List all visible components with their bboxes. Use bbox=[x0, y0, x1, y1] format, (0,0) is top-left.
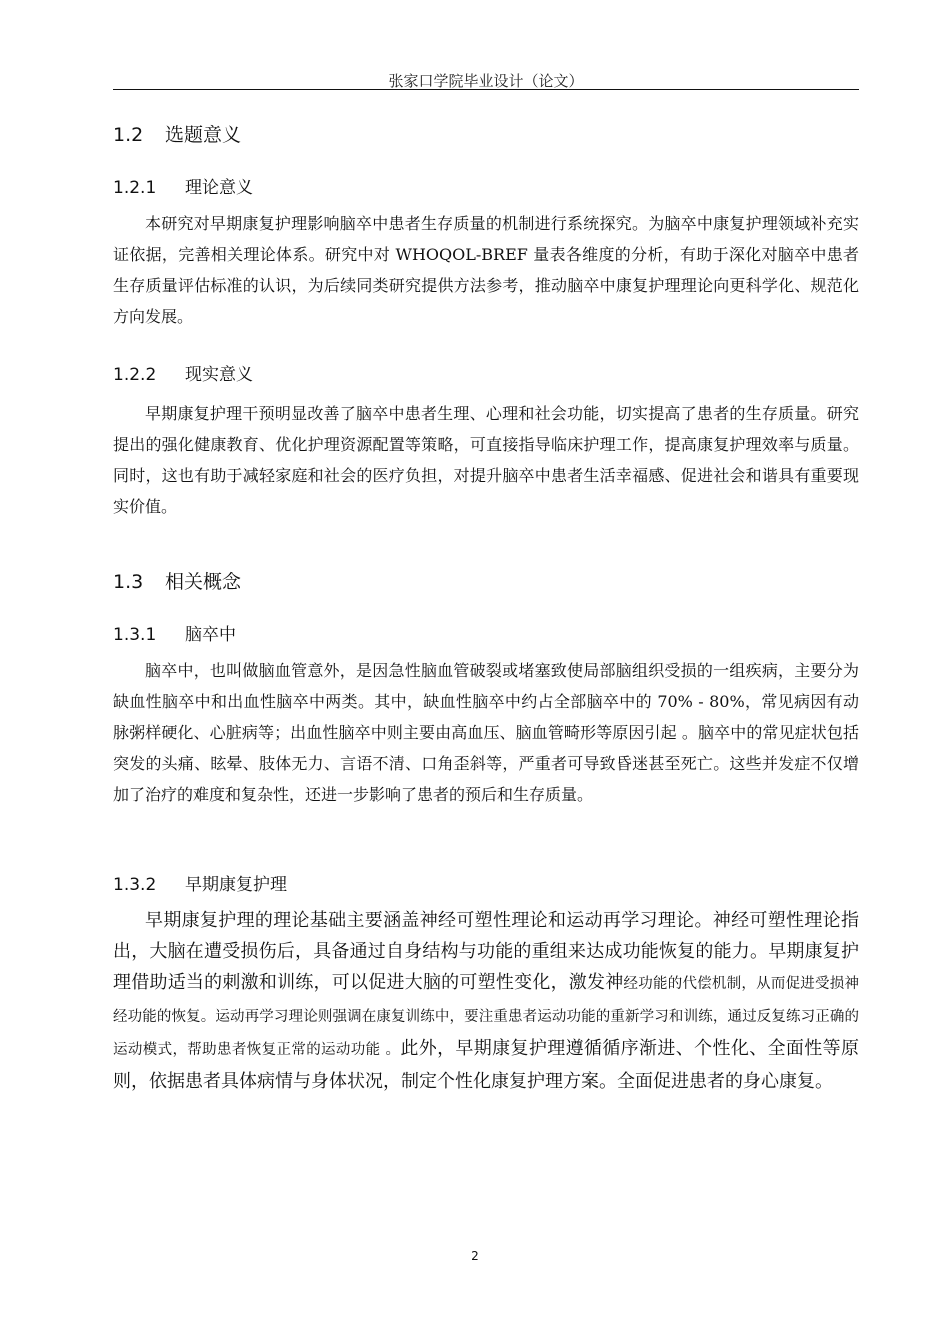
page-number: 2 bbox=[471, 1249, 479, 1263]
paragraph-segment: 早期康复护理的理论基础主要涵盖神经可塑性理论和运动再学习理论。神经可塑性理论指出，大脑在遭受损伤后，具备通过自身结构与功能的重组来达成功能恢复的能力。早期康复护理借助适当的刺激和训练，可以促进大脑的可塑性变化，激发神 bbox=[113, 910, 859, 993]
heading-number: 1.3.1 bbox=[113, 625, 157, 645]
heading-1-2-2 bbox=[113, 360, 253, 385]
heading-1-3-2 bbox=[113, 870, 287, 895]
heading-text: 早期康复护理 bbox=[185, 875, 287, 895]
page-header-title: 张家口学院毕业设计（论文） bbox=[388, 72, 584, 90]
paragraph-segment: 经功能的代偿机制，从而促进受损神经功能的恢复。运动再学习理论则强调在康复训练中，要注重患者运动功能的重新学习和训练，通过反复练习正确的运动模式，帮助患者恢复正常的运动功能 。 bbox=[113, 976, 860, 1058]
heading-text: 现实意义 bbox=[185, 365, 253, 385]
header-divider bbox=[113, 89, 859, 90]
heading-text: 相关概念 bbox=[165, 571, 242, 593]
paragraph-theoretical-significance: 本研究对早期康复护理影响脑卒中患者生存质量的机制进行系统探究。为脑卒中康复护理领域补充实证依据，完善相关理论体系。研究中对 WHOQOL-BREF 量表各维度的分析，有助于深化对脑卒中患者生存质量评估标准的认识，为后续同类研究提供方法参考，推动脑卒中康复护理理论向更科学化、规范化方向发展。 bbox=[113, 214, 859, 326]
heading-number: 1.2 bbox=[113, 124, 144, 146]
heading-1-2 bbox=[113, 120, 241, 147]
heading-1-2-1 bbox=[113, 173, 253, 198]
paragraph-stroke-definition: 脑卒中，也叫做脑血管意外，是因急性脑血管破裂或堵塞致使局部脑组织受损的一组疾病，主要分为缺血性脑卒中和出血性脑卒中两类。其中，缺血性脑卒中约占全部脑卒中的 70% - 80%，常见病因有动脉粥样硬化、心脏病等；出血性脑卒中则主要由高血压、脑血管畸形等原因引起 。脑卒中的常见症状包括突发的头痛、眩晕、肢体无力、言语不清、口角歪斜等，严重者可导致昏迷甚至死亡。这些并发症不仅增加了治疗的难度和复杂性，还进一步影响了患者的预后和生存质量。 bbox=[113, 661, 859, 804]
heading-text: 理论意义 bbox=[185, 178, 253, 198]
heading-text: 脑卒中 bbox=[185, 625, 236, 645]
paragraph-segment: 此外，早期康复护理遵循循序渐进、个性化、全面性等原则，依据患者具体病情与身体状况，制定个性化康复护理方案。全面促进患者的身心康复。 bbox=[113, 1038, 860, 1092]
paragraph-early-rehab-nursing bbox=[113, 905, 859, 1097]
heading-1-3-1 bbox=[113, 620, 236, 645]
heading-number: 1.3 bbox=[113, 571, 144, 593]
heading-number: 1.2.1 bbox=[113, 178, 157, 198]
heading-number: 1.3.2 bbox=[113, 875, 157, 895]
heading-text: 选题意义 bbox=[165, 124, 242, 146]
heading-1-3 bbox=[113, 567, 241, 594]
heading-number: 1.2.2 bbox=[113, 365, 157, 385]
paragraph-practical-significance: 早期康复护理干预明显改善了脑卒中患者生理、心理和社会功能，切实提高了患者的生存质量。研究提出的强化健康教育、优化护理资源配置等策略，可直接指导临床护理工作，提高康复护理效率与质量。同时，这也有助于减轻家庭和社会的医疗负担，对提升脑卒中患者生活幸福感、促进社会和谐具有重要现实价值。 bbox=[113, 404, 859, 516]
